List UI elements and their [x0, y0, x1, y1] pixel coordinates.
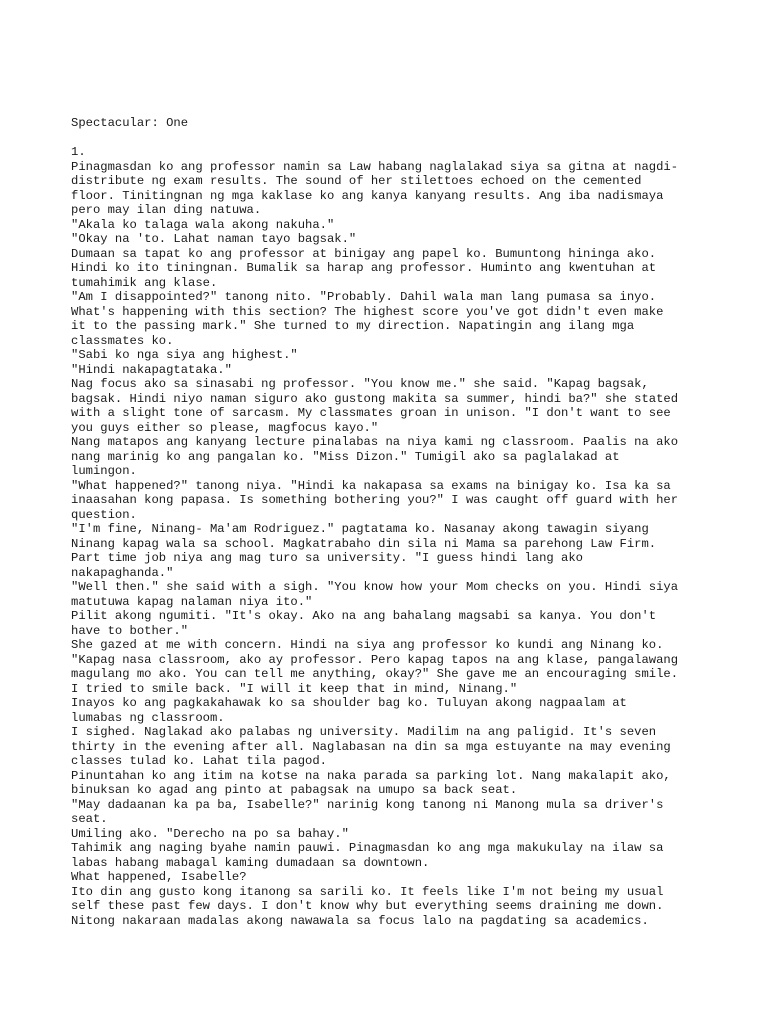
- blank-line: [71, 131, 711, 146]
- text-line: "Okay na 'to. Lahat naman tayo bagsak.": [71, 232, 357, 246]
- text-line: "May dadaanan ka pa ba, Isabelle?" narinig kong tanong ni Manong mula sa driver's: [71, 797, 664, 812]
- text-line: She gazed at me with concern. Hindi na siya ang professor ko kundi ang Ninang ko.: [71, 638, 664, 652]
- paragraph: [71, 798, 711, 827]
- text-line: inaasahan kong papasa. Is something bothering you?" I was caught off guard with her: [71, 493, 679, 507]
- text-line: What happened, Isabelle?: [71, 870, 247, 884]
- text-line: Ito din ang gusto kong itanong sa sarili ko. It feels like I'm not being my usual: [71, 884, 664, 899]
- text-line: pero may ilan ding natuwa.: [71, 203, 262, 217]
- text-line: classes tulad ko. Lahat tila pagod.: [71, 754, 327, 768]
- text-line: you guys either so please, magfocus kayo.": [71, 420, 379, 435]
- paragraph: [71, 377, 711, 435]
- paragraph: [71, 479, 711, 523]
- text-line: distribute ng exam results. The sound of her stilettoes echoed on the cemented: [71, 174, 642, 188]
- text-line: with a slight tone of sarcasm. My classmates groan in unison. "I don't want to see: [71, 406, 671, 420]
- text-line: tumahimik ang klase.: [71, 275, 218, 290]
- text-line: Tahimik ang naging byahe namin pauwi. Pinagmasdan ko ang mga makukulay na ilaw sa: [71, 841, 664, 855]
- paragraph: [71, 885, 711, 929]
- text-line: magulang mo ako. You can tell me anything, okay?" She gave me an encouraging smile.: [71, 667, 679, 681]
- text-line: Part time job niya ang mag turo sa university. "I guess hindi lang ako: [71, 551, 583, 565]
- text-line: "Akala ko talaga wala akong nakuha.": [71, 217, 335, 232]
- paragraph: [71, 232, 711, 247]
- text-line: "Well then." she said with a sigh. "You know how your Mom checks on you. Hindi siya: [71, 580, 679, 594]
- paragraph: [71, 870, 711, 885]
- document-title: Spectacular: One: [71, 116, 189, 130]
- text-line: I sighed. Naglakad ako palabas ng university. Madilim na ang paligid. It's seven: [71, 725, 657, 739]
- paragraph: [71, 638, 711, 653]
- paragraph: [71, 827, 711, 842]
- text-line: bagsak. Hindi niyo naman siguro ako gustong makita sa summer, hindi ba?" she stated: [71, 391, 679, 406]
- text-line: Nang matapos ang kanyang lecture pinalabas na niya kami ng classroom. Paalis na ako: [71, 435, 679, 449]
- paragraph: [71, 435, 711, 479]
- document-body: [71, 116, 711, 928]
- text-line: question.: [71, 507, 137, 522]
- paragraph: [71, 247, 711, 291]
- paragraph: [71, 522, 711, 580]
- text-line: Nag focus ako sa sinasabi ng professor. "You know me." she said. "Kapag bagsak,: [71, 377, 649, 391]
- text-line: "Hindi nakapagtataka.": [71, 362, 232, 377]
- text-line: Pilit akong ngumiti. "It's okay. Ako na ang bahalang magsabi sa kanya. You don't: [71, 609, 657, 623]
- text-line: Pinagmasdan ko ang professor namin sa Law habang naglalakad siya sa gitna at nagdi-: [71, 159, 679, 174]
- paragraph: [71, 363, 711, 378]
- text-line: binuksan ko agad ang pinto at pabagsak na umupo sa back seat.: [71, 783, 518, 797]
- text-line: "Sabi ko nga siya ang highest.": [71, 348, 298, 362]
- text-line: thirty in the evening after all. Naglabasan na din sa mga estuyante na may evening: [71, 739, 671, 754]
- text-line: it to the passing mark." She turned to my direction. Napatingin ang ilang mga: [71, 319, 635, 333]
- text-line: Pinuntahan ko ang itim na kotse na naka parada sa parking lot. Nang makalapit ako,: [71, 768, 671, 783]
- text-line: nakapaghanda.": [71, 565, 174, 580]
- text-line: lumabas ng classroom.: [71, 710, 225, 725]
- text-line: self these past few days. I don't know why but everything seems draining me down.: [71, 899, 664, 913]
- paragraph: [71, 348, 711, 363]
- chapter-number: 1.: [71, 145, 86, 159]
- text-line: have to bother.": [71, 623, 189, 638]
- text-line: Ninang kapag wala sa school. Magkatrabaho din sila ni Mama sa parehong Law Firm.: [71, 536, 657, 551]
- text-line: "Kapag nasa classroom, ako ay professor. Pero kapag tapos na ang klase, pangalawang: [71, 652, 679, 667]
- text-line: nang marinig ko ang pangalan ko. "Miss Dizon." Tumigil ako sa paglalakad at: [71, 449, 620, 464]
- text-line: seat.: [71, 812, 108, 826]
- paragraph: [71, 769, 711, 798]
- paragraph: [71, 609, 711, 638]
- text-line: Nitong nakaraan madalas akong nawawala sa focus lalo na pagdating sa academics.: [71, 913, 649, 928]
- paragraph: [71, 218, 711, 233]
- paragraph: [71, 696, 711, 725]
- text-line: Inayos ko ang pagkakahawak ko sa shoulder bag ko. Tuluyan akong nagpaalam at: [71, 696, 627, 710]
- text-line: "What happened?" tanong niya. "Hindi ka nakapasa sa exams na binigay ko. Isa ka sa: [71, 478, 671, 493]
- text-line: floor. Tinitingnan ng mga kaklase ko ang kanya kanyang results. Ang iba nadismaya: [71, 188, 664, 203]
- text-line: "Am I disappointed?" tanong nito. "Probably. Dahil wala man lang pumasa sa inyo.: [71, 290, 657, 304]
- text-line: lumingon.: [71, 464, 137, 478]
- paragraph: [71, 580, 711, 609]
- text-line: Umiling ako. "Derecho na po sa bahay.": [71, 826, 349, 841]
- text-line: Dumaan sa tapat ko ang professor at binigay ang papel ko. Bumuntong hininga ako.: [71, 246, 657, 261]
- text-line: I tried to smile back. "I will it keep that in mind, Ninang.": [71, 681, 518, 696]
- paragraph: [71, 725, 711, 769]
- paragraph: [71, 290, 711, 348]
- paragraph: [71, 653, 711, 697]
- paragraph: [71, 160, 711, 218]
- text-line: "I'm fine, Ninang- Ma'am Rodriguez." pagtatama ko. Nasanay akong tawagin siyang: [71, 522, 649, 536]
- text-line: matutuwa kapag nalaman niya ito.": [71, 594, 313, 609]
- text-line: Hindi ko ito tiningnan. Bumalik sa harap ang professor. Huminto ang kwentuhan at: [71, 261, 657, 275]
- paragraph-list: [71, 160, 711, 929]
- paragraph: [71, 841, 711, 870]
- text-line: labas habang mabagal kaming dumadaan sa downtown.: [71, 855, 430, 870]
- text-line: classmates ko.: [71, 333, 174, 348]
- text-line: What's happening with this section? The highest score you've got didn't even make: [71, 304, 664, 319]
